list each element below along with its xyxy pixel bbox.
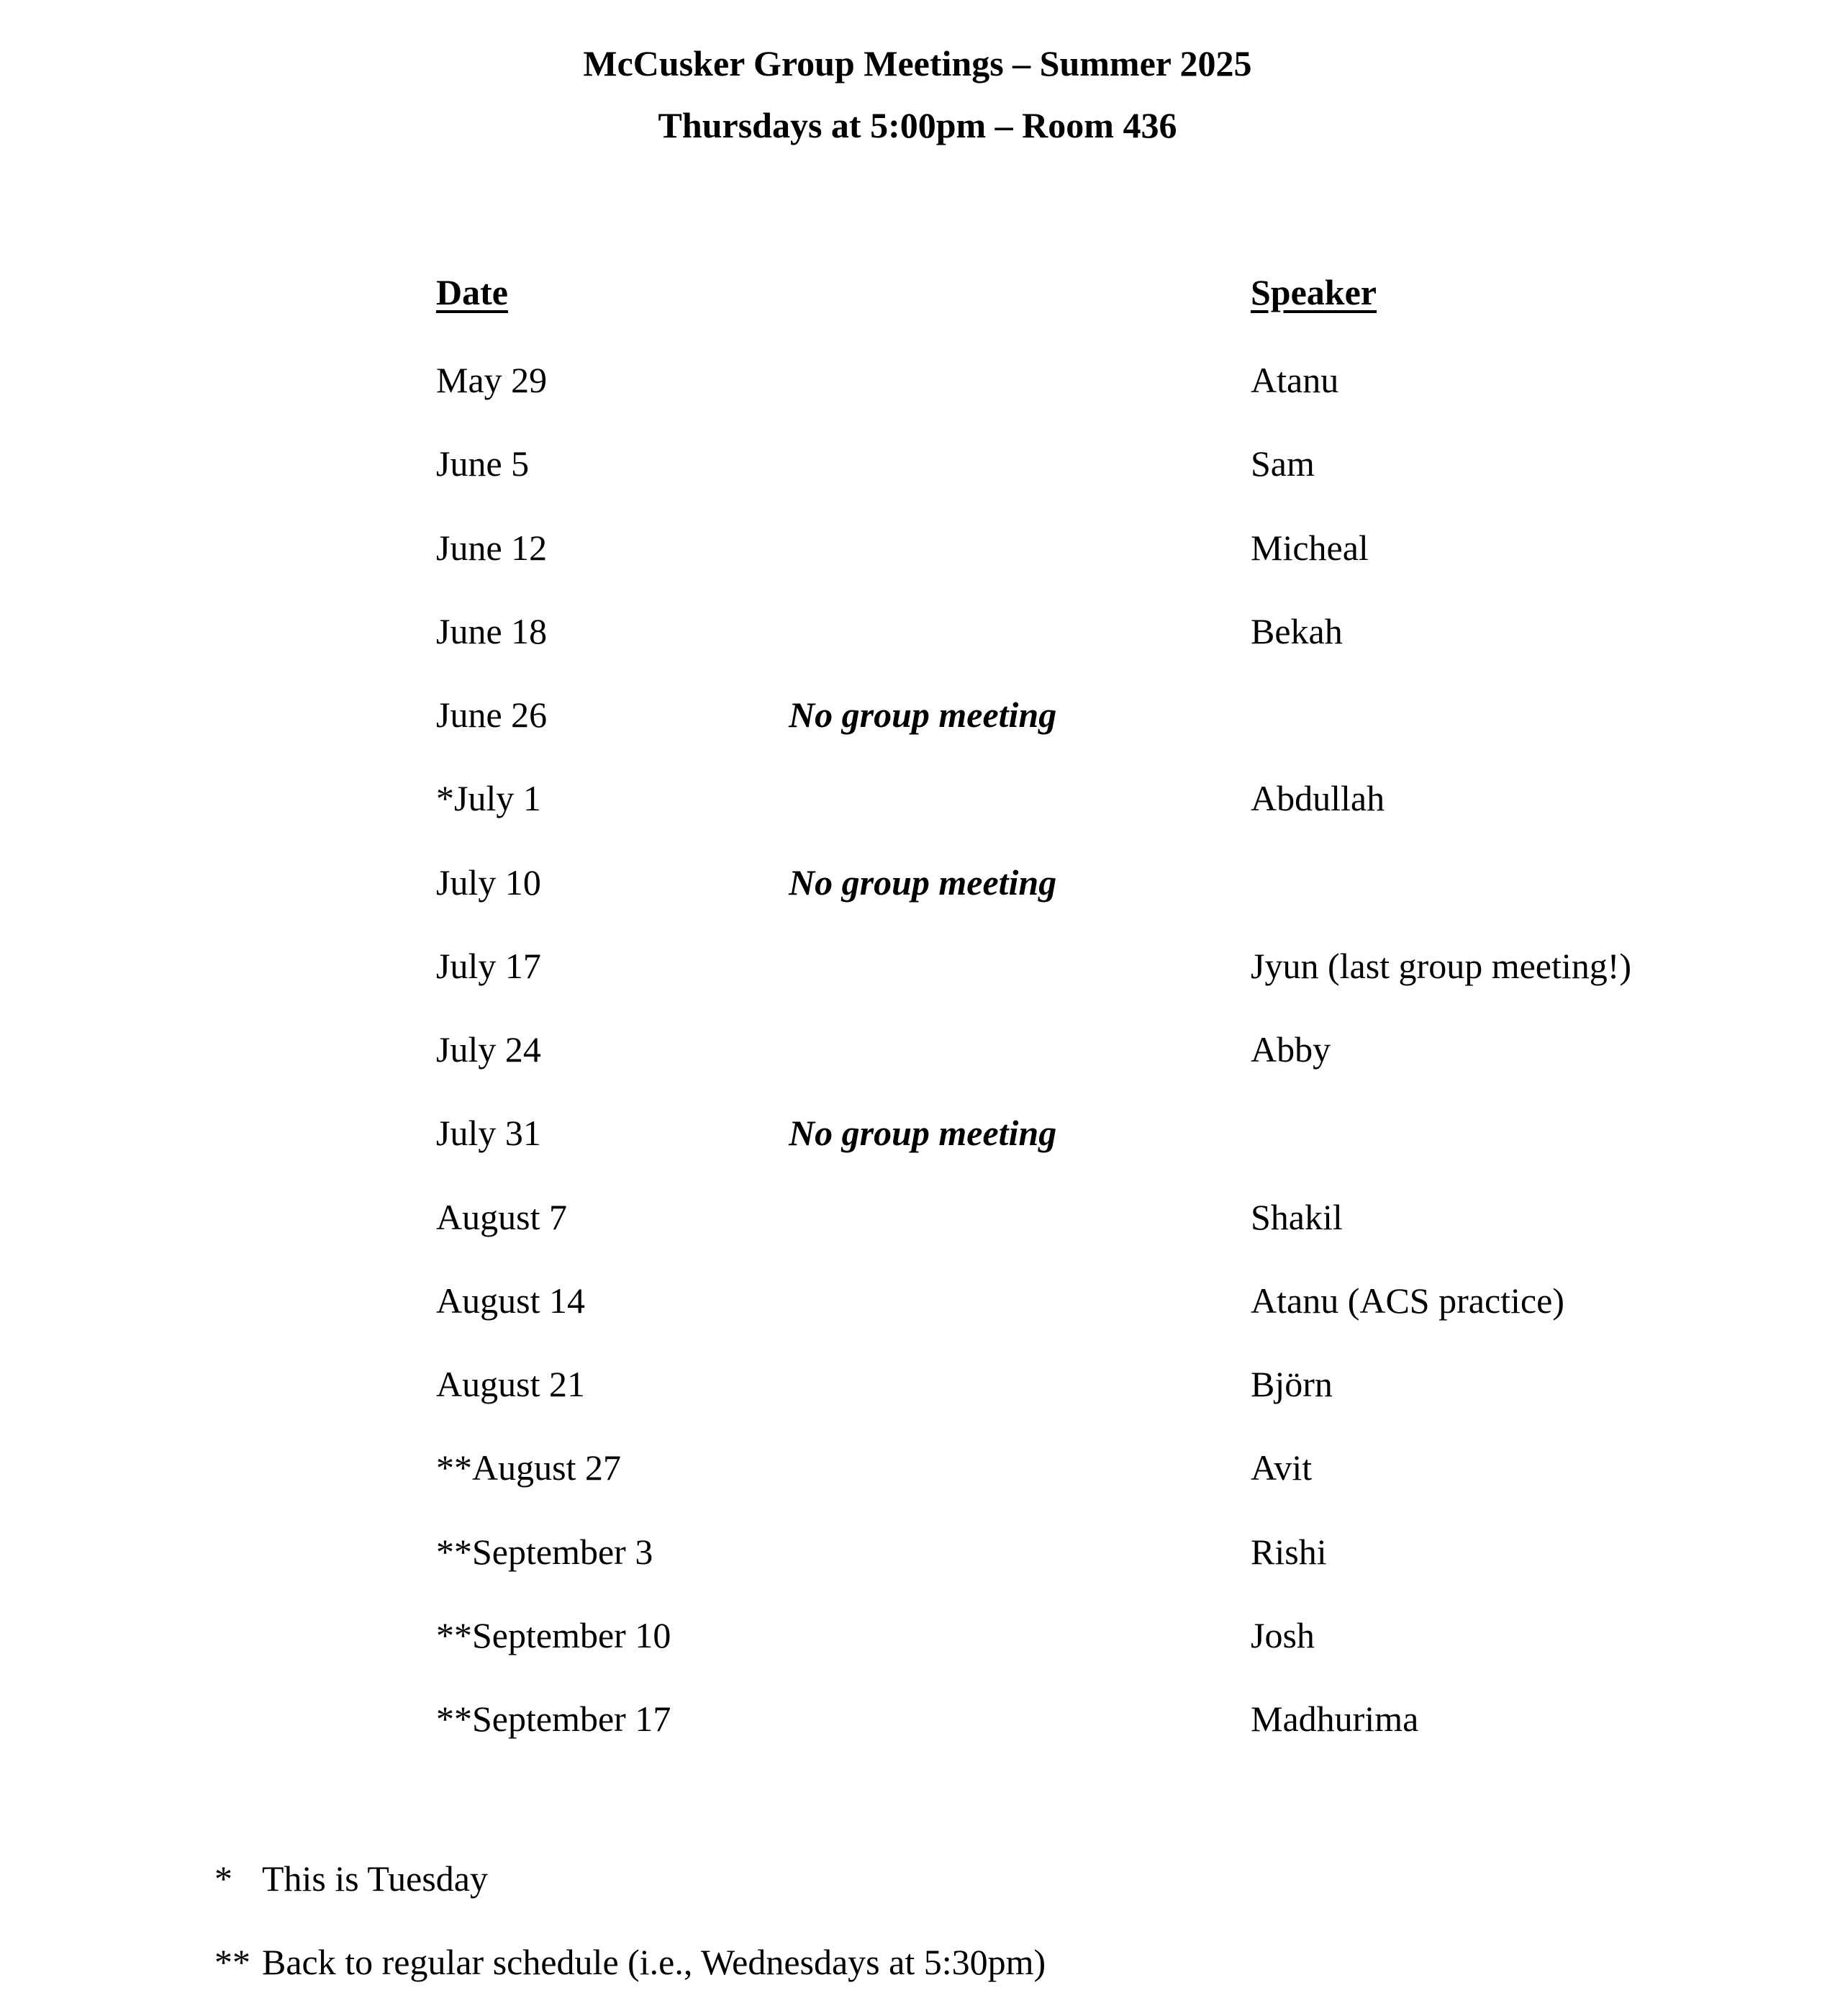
footnote-regular-schedule <box>214 1940 1046 1984</box>
date-cell: July 17 <box>436 946 541 986</box>
speaker-cell: Bekah <box>1251 611 1343 651</box>
table-row <box>0 1530 1835 1573</box>
table-row <box>0 693 1835 736</box>
speaker-column-header: Speaker <box>1251 272 1377 312</box>
date-cell: July 31 <box>436 1113 541 1153</box>
date-cell: June 18 <box>436 611 548 651</box>
table-row <box>0 944 1835 987</box>
date-cell: **September 17 <box>436 1699 671 1739</box>
date-cell: **August 27 <box>436 1447 621 1488</box>
no-meeting-note: No group meeting <box>789 1113 1057 1153</box>
footnote-mark: ** <box>214 1942 250 1982</box>
date-cell: June 5 <box>436 443 530 484</box>
no-meeting-note: No group meeting <box>789 862 1057 903</box>
table-row <box>0 1446 1835 1489</box>
table-row <box>0 777 1835 820</box>
date-cell: July 24 <box>436 1029 541 1070</box>
page-subtitle: Thursdays at 5:00pm – Room 436 <box>658 105 1177 145</box>
table-row <box>0 358 1835 402</box>
speaker-cell: Abby <box>1251 1029 1331 1070</box>
footnote-text: This is Tuesday <box>262 1858 488 1899</box>
table-row <box>0 861 1835 904</box>
date-cell: August 7 <box>436 1197 567 1237</box>
table-row <box>0 442 1835 485</box>
date-cell: **September 10 <box>436 1615 671 1655</box>
speaker-cell: Josh <box>1251 1615 1315 1655</box>
speaker-cell: Atanu <box>1251 360 1339 400</box>
date-cell: May 29 <box>436 360 548 400</box>
speaker-cell: Shakil <box>1251 1197 1343 1237</box>
speaker-cell: Björn <box>1251 1364 1333 1404</box>
date-column-header: Date <box>436 272 508 312</box>
speaker-cell: Madhurima <box>1251 1699 1419 1739</box>
speaker-cell: Rishi <box>1251 1532 1327 1572</box>
footnote-tuesday <box>214 1857 488 1900</box>
date-cell: June 12 <box>436 528 548 568</box>
date-cell: *July 1 <box>436 778 541 818</box>
footnote-mark: * <box>214 1858 232 1899</box>
table-row <box>0 1195 1835 1239</box>
date-cell: July 10 <box>436 862 541 903</box>
table-row <box>0 1697 1835 1740</box>
date-cell: August 14 <box>436 1280 585 1321</box>
speaker-cell: Jyun (last group meeting!) <box>1251 946 1632 986</box>
table-row <box>0 1362 1835 1406</box>
date-cell: June 26 <box>436 695 548 735</box>
speaker-cell: Sam <box>1251 443 1315 484</box>
speaker-cell: Abdullah <box>1251 778 1385 818</box>
no-meeting-note: No group meeting <box>789 695 1057 735</box>
date-cell: August 21 <box>436 1364 585 1404</box>
table-row <box>0 1279 1835 1322</box>
speaker-cell: Atanu (ACS practice) <box>1251 1280 1564 1321</box>
table-row <box>0 610 1835 653</box>
table-row <box>0 1111 1835 1154</box>
table-row <box>0 1028 1835 1071</box>
date-cell: **September 3 <box>436 1532 653 1572</box>
footnote-text: Back to regular schedule (i.e., Wednesdays at 5:30pm) <box>262 1942 1046 1982</box>
table-row <box>0 526 1835 569</box>
table-row <box>0 1614 1835 1657</box>
page-title: McCusker Group Meetings – Summer 2025 <box>583 43 1252 83</box>
speaker-cell: Micheal <box>1251 528 1369 568</box>
speaker-cell: Avit <box>1251 1447 1313 1488</box>
